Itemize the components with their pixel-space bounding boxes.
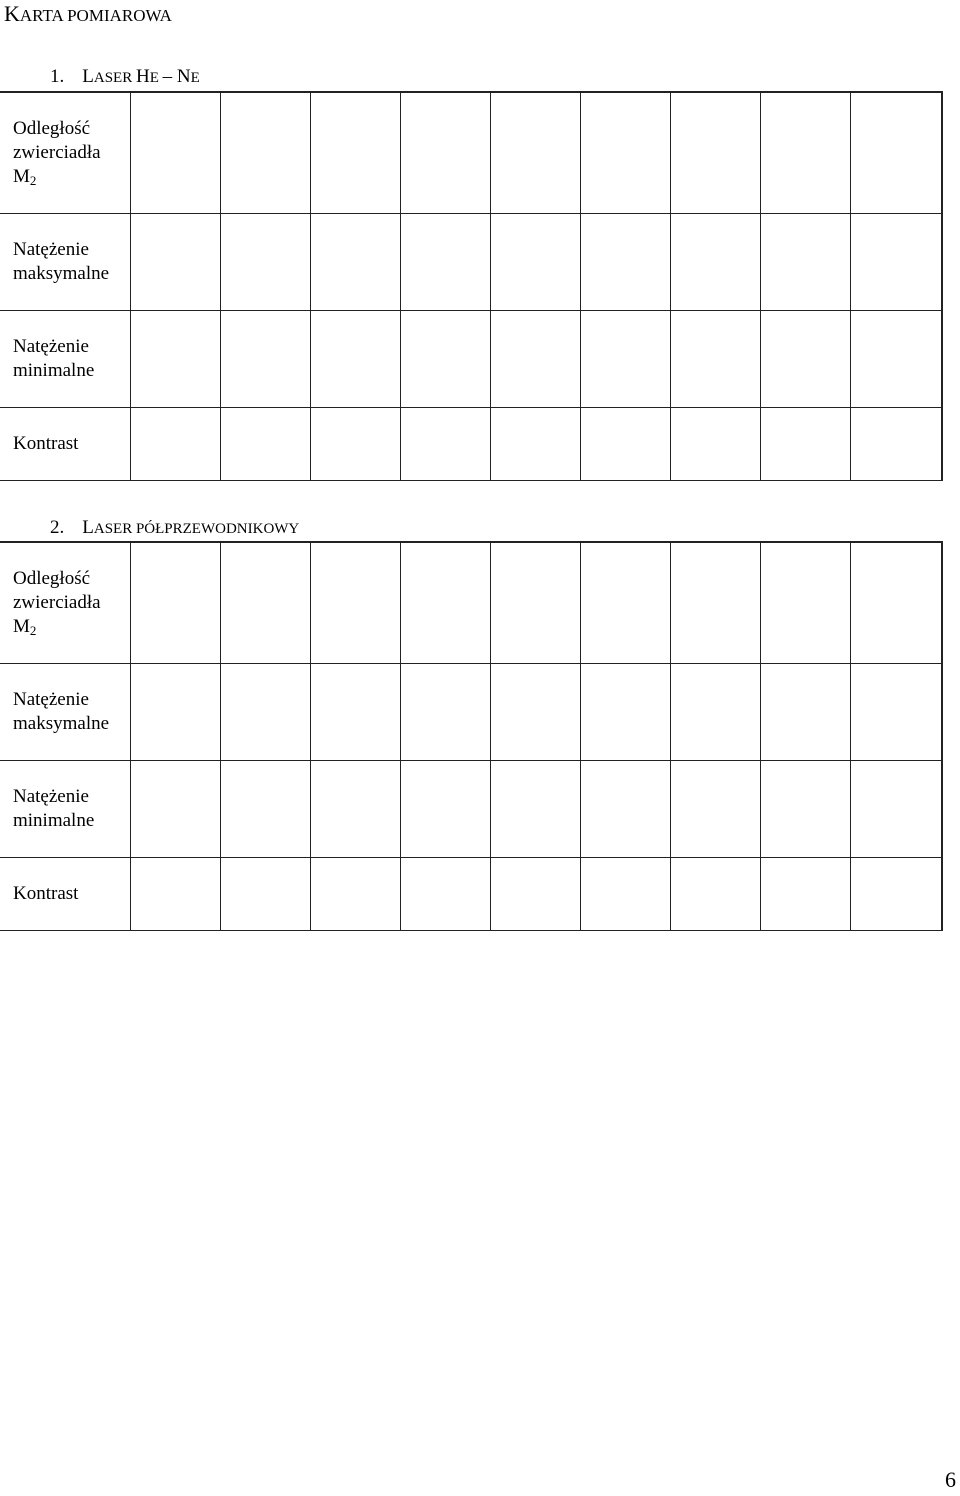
row-max-intensity <box>0 213 942 310</box>
table-cell[interactable] <box>400 857 490 930</box>
table-cell[interactable] <box>220 407 310 480</box>
title-rest: ARTA POMIAROWA <box>19 6 172 25</box>
table-cell[interactable] <box>220 663 310 760</box>
table-cell[interactable] <box>310 542 400 663</box>
label-line <box>13 165 130 189</box>
table-cell[interactable] <box>850 857 942 930</box>
label-line: Natężenie <box>13 785 89 807</box>
row-contrast <box>0 407 942 480</box>
label-line: minimalne <box>13 359 95 381</box>
table-cell[interactable] <box>130 542 220 663</box>
table-cell[interactable] <box>400 213 490 310</box>
row-label-mirror-distance <box>0 92 130 213</box>
table-cell[interactable] <box>760 542 850 663</box>
label-line: Odległość <box>13 567 91 589</box>
table-cell[interactable] <box>760 213 850 310</box>
table-cell[interactable] <box>220 760 310 857</box>
table-cell[interactable] <box>760 857 850 930</box>
row-min-intensity <box>0 760 942 857</box>
table-cell[interactable] <box>220 92 310 213</box>
table-cell[interactable] <box>490 542 580 663</box>
table-cell[interactable] <box>760 760 850 857</box>
section-1-heading-part: E <box>149 70 163 86</box>
table-cell[interactable] <box>850 760 942 857</box>
table-cell[interactable] <box>310 857 400 930</box>
table-cell[interactable] <box>130 310 220 407</box>
measurement-table-1 <box>0 91 943 481</box>
table-cell[interactable] <box>760 407 850 480</box>
label-line: zwierciadła <box>13 141 101 163</box>
table-cell[interactable] <box>670 92 760 213</box>
table-cell[interactable] <box>670 213 760 310</box>
table-cell[interactable] <box>670 310 760 407</box>
label-subscript: 2 <box>29 622 37 638</box>
section-2-heading-part: ASER PÓŁPRZEWODNIKOWY <box>93 521 300 537</box>
row-label-mirror-distance <box>0 542 130 663</box>
table-cell[interactable] <box>130 407 220 480</box>
table-cell[interactable] <box>310 663 400 760</box>
table-cell[interactable] <box>580 310 670 407</box>
row-label-contrast: Kontrast <box>0 857 130 930</box>
table-cell[interactable] <box>490 310 580 407</box>
table-cell[interactable] <box>490 407 580 480</box>
label-line: Natężenie <box>13 688 89 710</box>
table-cell[interactable] <box>490 92 580 213</box>
document-title <box>4 0 172 30</box>
row-label-max-intensity <box>0 663 130 760</box>
table-cell[interactable] <box>850 542 942 663</box>
table-cell[interactable] <box>490 760 580 857</box>
row-label-max-intensity <box>0 213 130 310</box>
table-cell[interactable] <box>310 310 400 407</box>
section-1-heading-part: E <box>190 70 200 86</box>
table-cell[interactable] <box>130 760 220 857</box>
table-cell[interactable] <box>220 213 310 310</box>
row-mirror-distance <box>0 92 942 213</box>
label-line: Natężenie <box>13 238 89 260</box>
label-line <box>13 615 130 639</box>
label-line: maksymalne <box>13 262 110 284</box>
table-cell[interactable] <box>670 542 760 663</box>
table-cell[interactable] <box>850 310 942 407</box>
table-cell[interactable] <box>760 92 850 213</box>
table-cell[interactable] <box>670 407 760 480</box>
table-cell[interactable] <box>760 310 850 407</box>
section-2-number: 2. <box>50 517 65 538</box>
table-cell[interactable] <box>130 663 220 760</box>
label-line: zwierciadła <box>13 591 101 613</box>
row-mirror-distance <box>0 542 942 663</box>
section-2-heading <box>50 516 299 541</box>
section-1-heading-part: H <box>135 66 150 87</box>
table-cell[interactable] <box>400 310 490 407</box>
table-cell[interactable] <box>310 92 400 213</box>
table-cell[interactable] <box>670 857 760 930</box>
table-cell[interactable] <box>310 760 400 857</box>
table-cell[interactable] <box>580 407 670 480</box>
table-cell[interactable] <box>400 407 490 480</box>
table-cell[interactable] <box>130 92 220 213</box>
measurement-table-2 <box>0 541 943 931</box>
label-line: Natężenie <box>13 335 89 357</box>
table-cell[interactable] <box>220 310 310 407</box>
table-cell[interactable] <box>490 663 580 760</box>
table-cell[interactable] <box>400 542 490 663</box>
row-label-min-intensity <box>0 760 130 857</box>
row-max-intensity <box>0 663 942 760</box>
row-contrast <box>0 857 942 930</box>
row-min-intensity <box>0 310 942 407</box>
table-cell[interactable] <box>850 663 942 760</box>
table-cell[interactable] <box>850 92 942 213</box>
table-cell[interactable] <box>670 760 760 857</box>
table-cell[interactable] <box>310 213 400 310</box>
section-1-heading <box>50 65 200 90</box>
table-cell[interactable] <box>580 857 670 930</box>
table-cell[interactable] <box>400 760 490 857</box>
row-label-min-intensity <box>0 310 130 407</box>
section-1-heading-part: L <box>82 66 94 87</box>
table-cell[interactable] <box>670 663 760 760</box>
section-1-number: 1. <box>50 66 65 87</box>
table-cell[interactable] <box>490 857 580 930</box>
label-main: M <box>13 165 30 187</box>
table-cell[interactable] <box>220 857 310 930</box>
label-subscript: 2 <box>29 172 37 188</box>
table-cell[interactable] <box>400 92 490 213</box>
label-line: Odległość <box>13 117 91 139</box>
table-cell[interactable] <box>850 213 942 310</box>
section-2-heading-part: L <box>82 517 94 538</box>
label-line: maksymalne <box>13 712 110 734</box>
title-first-letter: K <box>4 1 20 26</box>
table-cell[interactable] <box>220 542 310 663</box>
section-1-heading-part: – N <box>162 66 191 87</box>
table-cell[interactable] <box>400 663 490 760</box>
table-cell[interactable] <box>580 92 670 213</box>
label-main: M <box>13 615 30 637</box>
table-cell[interactable] <box>310 407 400 480</box>
table-cell[interactable] <box>760 663 850 760</box>
table-cell[interactable] <box>490 213 580 310</box>
table-cell[interactable] <box>580 760 670 857</box>
section-1-heading-part: ASER <box>93 70 136 86</box>
table-cell[interactable] <box>580 663 670 760</box>
table-cell[interactable] <box>850 407 942 480</box>
row-label-contrast: Kontrast <box>0 407 130 480</box>
table-cell[interactable] <box>130 213 220 310</box>
table-cell[interactable] <box>130 857 220 930</box>
table-cell[interactable] <box>580 542 670 663</box>
page-number: 6 <box>945 1467 956 1492</box>
table-cell[interactable] <box>580 213 670 310</box>
label-line: minimalne <box>13 809 95 831</box>
